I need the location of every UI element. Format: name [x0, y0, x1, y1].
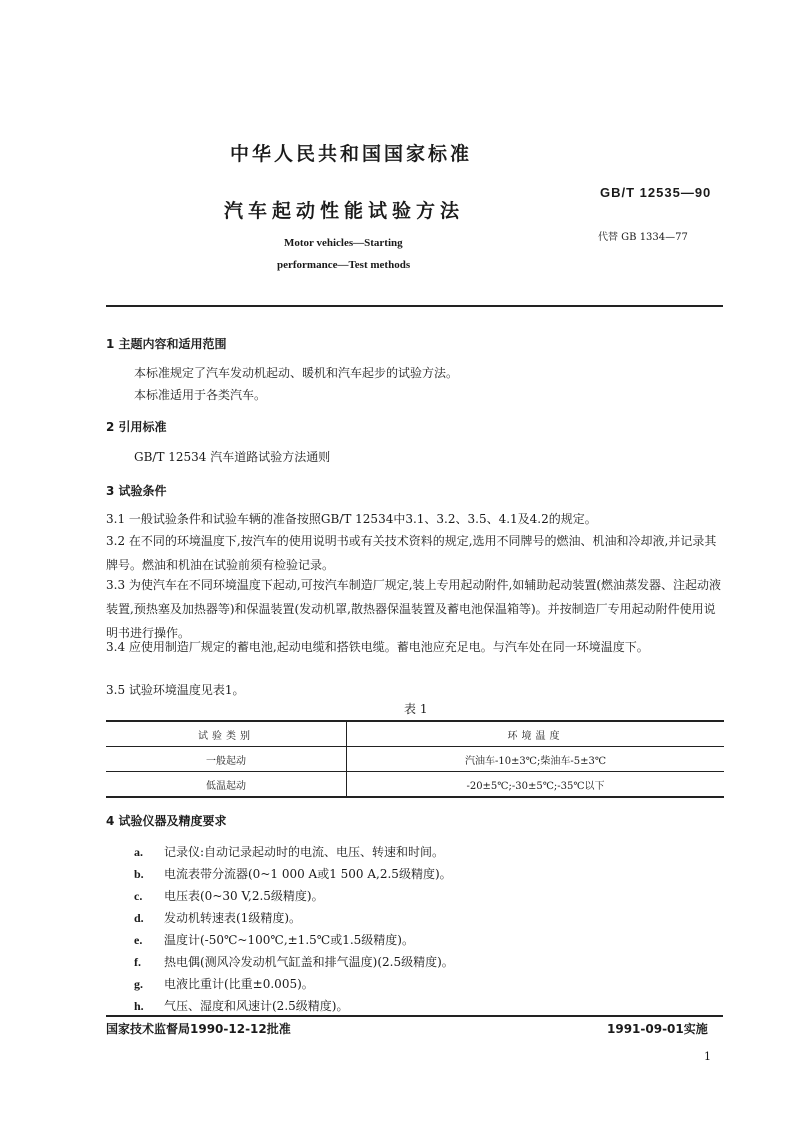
section-1-paragraph-2: 本标准适用于各类汽车。 [134, 388, 267, 402]
list-item-text: 热电偶(测风冷发动机气缸盖和排气温度)(2.5级精度)。 [164, 955, 454, 969]
list-item [134, 843, 444, 860]
clause-3-3: 3.3 为使汽车在不同环境温度下起动,可按汽车制造厂规定,装上专用起动附件,如辅助起动装置(燃油蒸发器、注起动液装置,预热塞及加热器等)和保温装置(发动机罩,散热器保温装置及蓄电池保温箱等)。并按制造厂专用起动附件使用说明书进行操作。 [106, 578, 722, 640]
page-number: 1 [704, 1050, 711, 1063]
table-header-row [106, 721, 724, 747]
list-item [134, 953, 454, 970]
list-item [134, 909, 301, 926]
list-item-mark: d. [134, 911, 144, 925]
clause-3-1: 3.1 一般试验条件和试验车辆的准备按照GB/T 12534中3.1、3.2、3.5、4.1及4.2的规定。 [106, 512, 597, 526]
list-item [134, 931, 414, 948]
table-cell-temperature: 汽油车-10±3℃;柴油车-5±3℃ [347, 747, 725, 772]
section-3-heading: 3 试验条件 [106, 484, 167, 498]
list-item-text: 温度计(-50℃~100℃,±1.5℃或1.5级精度)。 [164, 933, 414, 947]
list-item [134, 887, 324, 904]
table-1-caption: 表 1 [404, 702, 428, 716]
list-item [134, 975, 314, 992]
header-divider [106, 305, 723, 307]
table-cell-temperature: -20±5℃;-30±5℃;-35℃以下 [347, 772, 725, 798]
list-item-text: 电流表带分流器(0~1 000 A或1 500 A,2.5级精度)。 [164, 867, 452, 881]
footer-divider [106, 1015, 723, 1017]
section-1-paragraph-1: 本标准规定了汽车发动机起动、暖机和汽车起步的试验方法。 [134, 366, 459, 380]
document-title-en-line1: Motor vehicles—Starting [284, 237, 403, 249]
section-2-reference: GB/T 12534 汽车道路试验方法通则 [134, 450, 331, 464]
table-header-test-category: 试验类别 [106, 721, 347, 747]
approval-date: 国家技术监督局1990-12-12批准 [106, 1022, 291, 1036]
document-title-cn: 汽车起动性能试验方法 [224, 200, 465, 222]
list-item-text: 电压表(0~30 V,2.5级精度)。 [164, 889, 324, 903]
list-item [134, 997, 348, 1014]
table-row [106, 747, 724, 772]
country-standard-title: 中华人民共和国国家标准 [230, 143, 473, 165]
section-1-heading: 1 主题内容和适用范围 [106, 337, 227, 351]
replaces-standard: 代替 GB 1334—77 [598, 232, 688, 243]
list-item [134, 865, 452, 882]
list-item-text: 电液比重计(比重±0.005)。 [164, 977, 314, 991]
list-item-mark: b. [134, 867, 144, 881]
list-item-mark: h. [134, 999, 144, 1013]
table-1 [106, 720, 724, 798]
list-item-mark: e. [134, 933, 143, 947]
table-cell-category: 低温起动 [106, 772, 347, 798]
table-row [106, 772, 724, 798]
table-header-ambient-temperature: 环境温度 [347, 721, 725, 747]
clause-3-4: 3.4 应使用制造厂规定的蓄电池,起动电缆和搭铁电缆。蓄电池应充足电。与汽车处在同一环境温度下。 [106, 640, 649, 654]
list-item-mark: c. [134, 889, 143, 903]
implementation-date: 1991-09-01实施 [607, 1022, 708, 1036]
section-4-heading: 4 试验仪器及精度要求 [106, 814, 227, 828]
list-item-mark: f. [134, 955, 141, 969]
list-item-text: 发动机转速表(1级精度)。 [164, 911, 301, 925]
list-item-text: 气压、湿度和风速计(2.5级精度)。 [164, 999, 349, 1013]
section-2-heading: 2 引用标准 [106, 420, 167, 434]
clause-3-2: 3.2 在不同的环境温度下,按汽车的使用说明书或有关技术资料的规定,选用不同牌号的燃油、机油和冷却液,并记录其牌号。燃油和机油在试验前须有检验记录。 [106, 534, 717, 572]
document-title-en-line2: performance—Test methods [277, 259, 411, 271]
list-item-mark: a. [134, 845, 143, 859]
list-item-text: 记录仪:自动记录起动时的电流、电压、转速和时间。 [164, 845, 445, 859]
standard-code: GB/T 12535—90 [600, 185, 712, 200]
list-item-mark: g. [134, 977, 143, 991]
clause-3-5: 3.5 试验环境温度见表1。 [106, 683, 245, 697]
table-cell-category: 一般起动 [106, 747, 347, 772]
